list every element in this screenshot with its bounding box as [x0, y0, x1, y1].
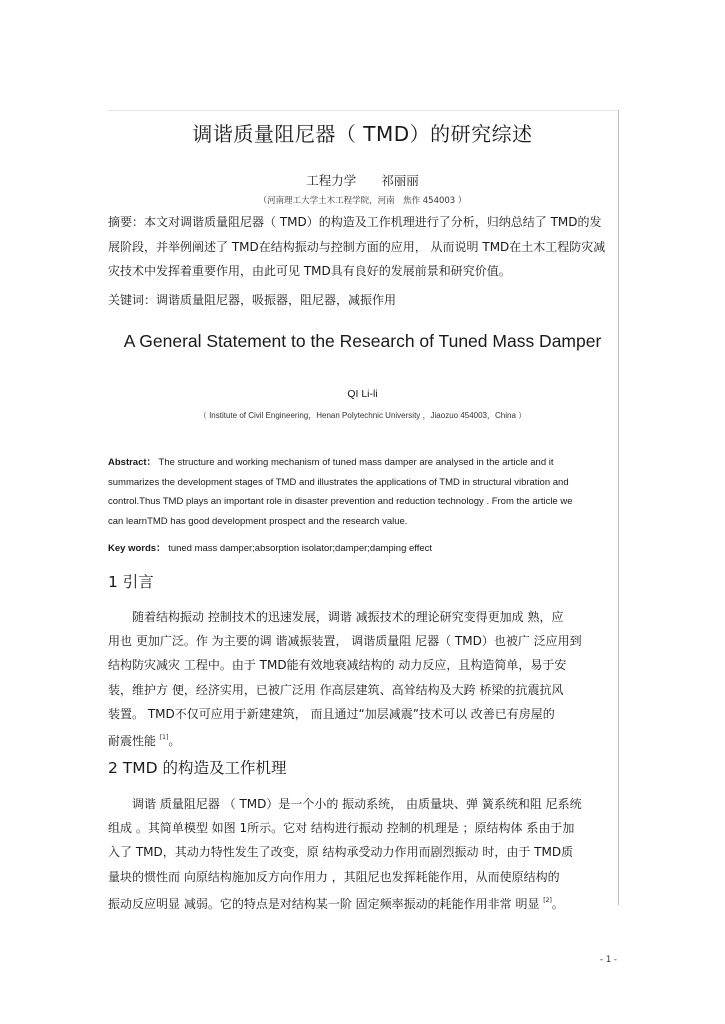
section-2-line-3: 入了 TMD，其动力特性发生了改变，原 结构承受动力作用而剧烈振动 时，由于 TMD质 — [108, 845, 574, 860]
section-1-line-1: 随着结构振动 控制技术的迅速发展，调谐 减振技术的理论研究变得更加成 熟，应 — [132, 610, 564, 624]
keywords-chinese — [108, 292, 613, 308]
section-1-line-3: 结构防灾减灾 工程中。由于 TMD能有效地衰减结构的 动力反应，且构造简单，易于安 — [108, 658, 567, 673]
author-english: QI Li-li — [347, 388, 378, 400]
section-2-line-1: 调谐 质量阻尼器 （ TMD）是一个小的 振动系统， 由质量块、弹 簧系统和阻 尼系统 — [132, 797, 582, 811]
author-chinese: 工程力学 祁丽丽 — [306, 173, 419, 188]
abstract-en-line-2: summarizes the development stages of TMD and illustrates the applications of TMD in structural vibration and — [108, 476, 569, 488]
keywords-en-text: tuned mass damper;absorption isolator;damper;damping effect — [168, 543, 433, 554]
section-2-heading: 2 TMD 的构造及工作机理 — [108, 759, 287, 777]
abstract-chinese — [108, 210, 613, 284]
section-2-line-5: 振动反应明显 减弱。它的特点是对结构某一阶 固定频率振动的耗能作用非常 明显 [2]。 — [108, 896, 564, 911]
abstract-cn-line-3: 灾技术中发挥着重要作用，由此可见 TMD具有良好的发展前景和研究价值。 — [108, 264, 511, 278]
keywords-cn-label: 关键词： — [108, 293, 157, 307]
section-2-line-2: 组成 。其简单模型 如图 1所示。它对 结构进行振动 控制的机理是 ；原结构体 系由于加 — [108, 821, 575, 836]
section-1-line-4: 装，维护方 便，经济实用，已被广泛用 作高层建筑、高耸结构及大跨 桥梁的抗震抗风 — [108, 682, 564, 697]
citation-1: [1] — [159, 734, 169, 742]
abstract-english — [108, 453, 613, 531]
section-2-body — [108, 792, 613, 916]
section-1-line-5: 装置。 TMD不仅可应用于新建建筑， 而且通过“加层减震”技术可以 改善已有房屋的 — [108, 706, 555, 721]
section-2-line-4: 量块的惯性而 向原结构施加反方向作用力 ，其阻尼也发挥耗能作用，从而使原结构的 — [108, 869, 560, 884]
abstract-en-label: Abstract： — [108, 457, 157, 468]
top-border-line — [108, 110, 619, 111]
section-1-line-2: 用也 更加广泛。作 为主要的调 谐减振装置， 调谐质量阻 尼器（ TMD）也被广 泛应用到 — [108, 634, 582, 649]
title-english: A General Statement to the Research of Tuned Mass Damper — [123, 331, 602, 351]
citation-2: [2] — [543, 896, 552, 904]
abstract-cn-line-2: 展阶段，并举例阐述了 TMD在结构振动与控制方面的应用， 从而说明 TMD在土木工程防灾减 — [108, 239, 606, 254]
affiliation-english: （ Institute of Civil Engineering，Henan Polytechnic University ，Jiaozuo 454003，China ） — [198, 411, 527, 420]
abstract-cn-label: 摘要： — [108, 215, 145, 229]
keywords-cn-text: 调谐质量阻尼器，吸振器，阻尼器，减振作用 — [156, 293, 397, 307]
affiliation-chinese: （河南理工大学土木工程学院，河南 焦作 454003 ） — [258, 196, 467, 206]
section-1-line-6: 耐震性能 [1]。 — [108, 734, 181, 749]
title-chinese: 调谐质量阻尼器（ TMD）的研究综述 — [192, 122, 533, 146]
right-border-line — [618, 110, 619, 905]
abstract-en-line-3: control.Thus TMD plays an important role in disaster prevention and reduction technology . From the article we — [108, 496, 573, 508]
keywords-english — [108, 540, 613, 554]
section-1-heading: 1 引言 — [108, 573, 154, 591]
section-1-body — [108, 605, 613, 753]
abstract-en-line-4: can learnTMD has good development prospect and the research value. — [108, 515, 408, 527]
keywords-en-label: Key words： — [108, 543, 166, 554]
abstract-en-line-1: Abstract： The structure and working mechanism of tuned mass damper are analysed in the article and it — [108, 457, 554, 468]
page-number: - 1 - — [600, 955, 617, 965]
abstract-cn-line-1: 摘要：本文对调谐质量阻尼器（ TMD）的构造及工作机理进行了分析，归纳总结了 TMD的发 — [108, 215, 602, 229]
